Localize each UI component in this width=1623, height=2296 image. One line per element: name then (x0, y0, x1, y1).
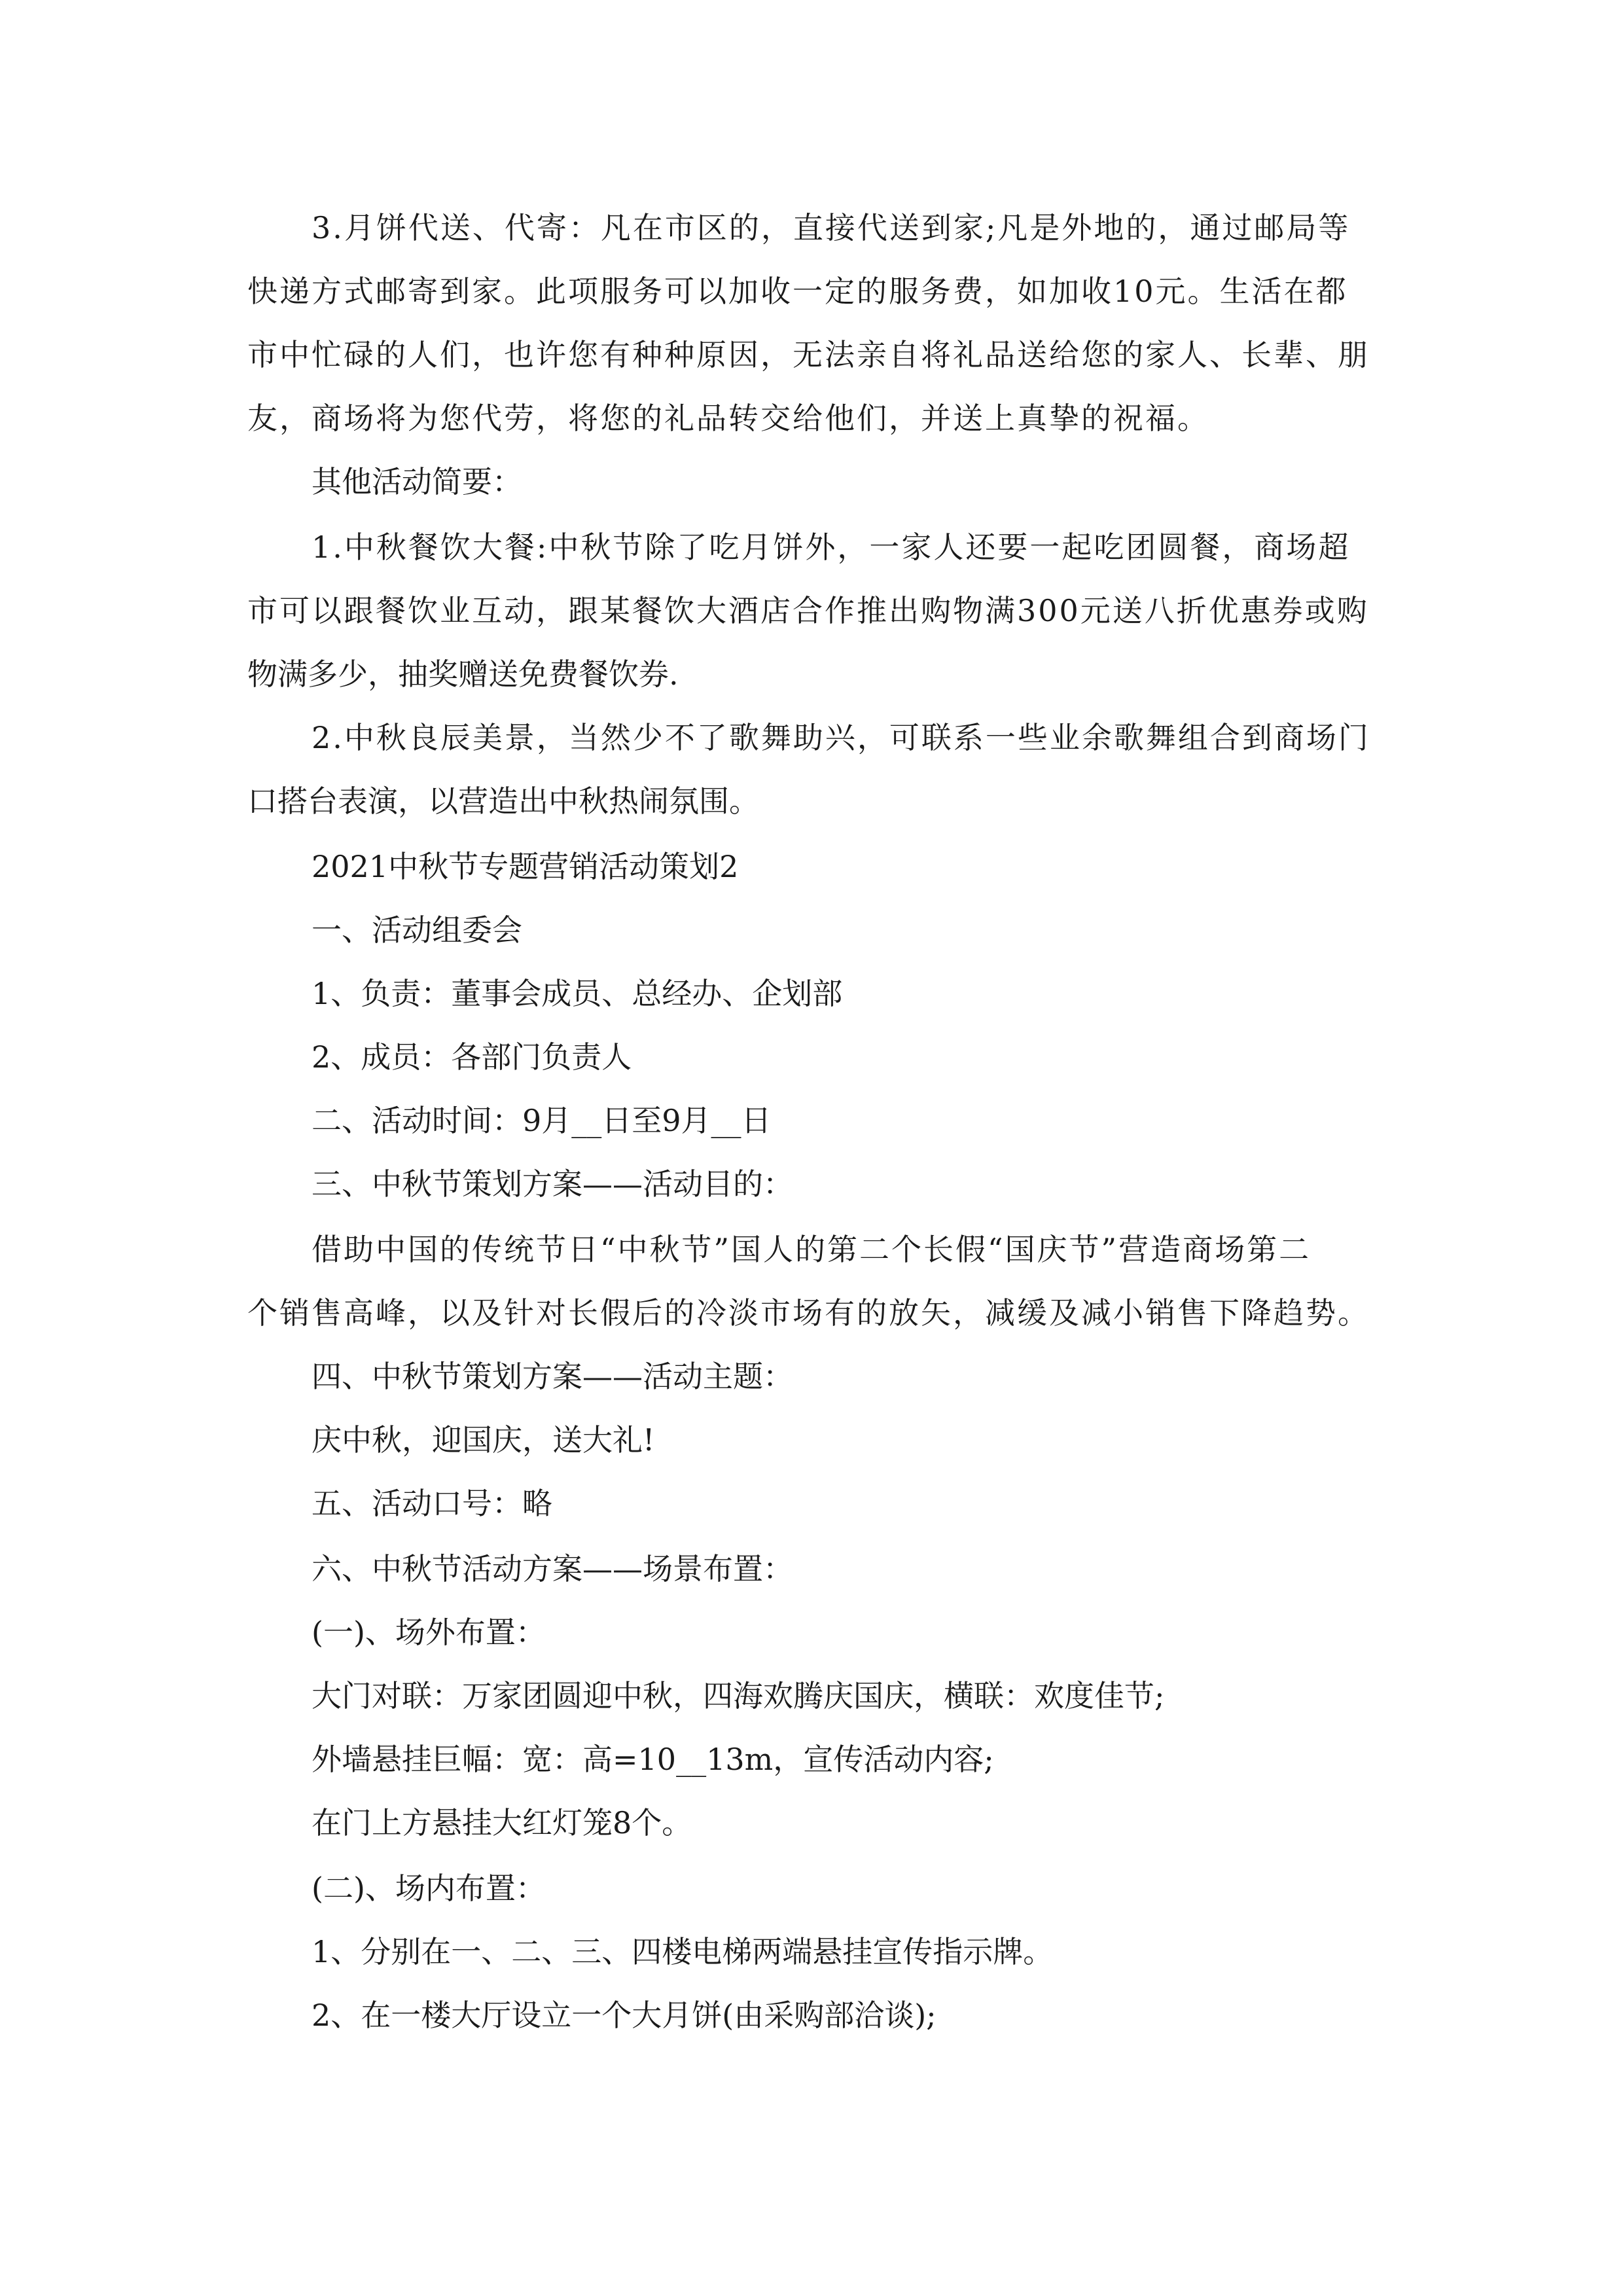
section-heading: 四、中秋节策划方案——活动主题： (312, 1359, 793, 1394)
paragraph-line: 口搭台表演，以营造出中秋热闹氛围。 (247, 783, 759, 819)
subsection-heading: (一)、场外布置： (312, 1615, 546, 1650)
section-heading: 其他活动简要： (312, 464, 522, 499)
paragraph-line: 市可以跟餐饮业互动，跟某餐饮大酒店合作推出购物满300元送八折优惠券或购 (247, 593, 1369, 628)
list-item: 2、成员：各部门负责人 (312, 1039, 632, 1075)
document-title: 2021中秋节专题营销活动策划2 (312, 849, 739, 884)
paragraph-line: 大门对联：万家团圆迎中秋，四海欢腾庆国庆，横联：欢度佳节; (312, 1678, 1165, 1713)
list-item: 1、负责：董事会成员、总经办、企划部 (312, 976, 843, 1011)
paragraph-line: 庆中秋，迎国庆，送大礼! (312, 1422, 655, 1458)
list-item: 2、在一楼大厅设立一个大月饼(由采购部洽谈); (312, 1998, 936, 2033)
paragraph-line: 2.中秋良辰美景，当然少不了歌舞助兴，可联系一些业余歌舞组合到商场门 (312, 720, 1370, 755)
section-heading: 五、活动口号：略 (312, 1486, 552, 1521)
section-heading: 二、活动时间：9月__日至9月__日 (312, 1103, 772, 1138)
section-heading: 一、活动组委会 (312, 912, 522, 948)
paragraph-line: 外墙悬挂巨幅：宽：高=10__13m，宣传活动内容; (312, 1742, 994, 1777)
paragraph-line: 借助中国的传统节日“中秋节”国人的第二个长假“国庆节”营造商场第二 (312, 1232, 1311, 1267)
paragraph-line: 在门上方悬挂大红灯笼8个。 (312, 1805, 692, 1840)
list-item: 1、分别在一、二、三、四楼电梯两端悬挂宣传指示牌。 (312, 1934, 1054, 1969)
paragraph-line: 快递方式邮寄到家。此项服务可以加收一定的服务费，如加收10元。生活在都 (247, 274, 1348, 309)
paragraph-line: 个销售高峰，以及针对长假后的冷淡市场有的放矢，减缓及减小销售下降趋势。 (247, 1295, 1370, 1331)
paragraph-line: 友，商场将为您代劳，将您的礼品转交给他们，并送上真挚的祝福。 (247, 401, 1209, 436)
section-heading: 三、中秋节策划方案——活动目的： (312, 1166, 793, 1202)
paragraph-line: 物满多少，抽奖赠送免费餐饮券. (247, 656, 679, 692)
paragraph-line: 3.月饼代送、代寄：凡在市区的，直接代送到家;凡是外地的，通过邮局等 (312, 210, 1351, 245)
subsection-heading: (二)、场内布置： (312, 1871, 546, 1906)
paragraph-line: 1.中秋餐饮大餐:中秋节除了吃月饼外，一家人还要一起吃团圆餐，商场超 (312, 529, 1351, 565)
section-heading: 六、中秋节活动方案——场景布置： (312, 1551, 793, 1587)
paragraph-line: 市中忙碌的人们，也许您有种种原因，无法亲自将礼品送给您的家人、长辈、朋 (247, 337, 1370, 372)
